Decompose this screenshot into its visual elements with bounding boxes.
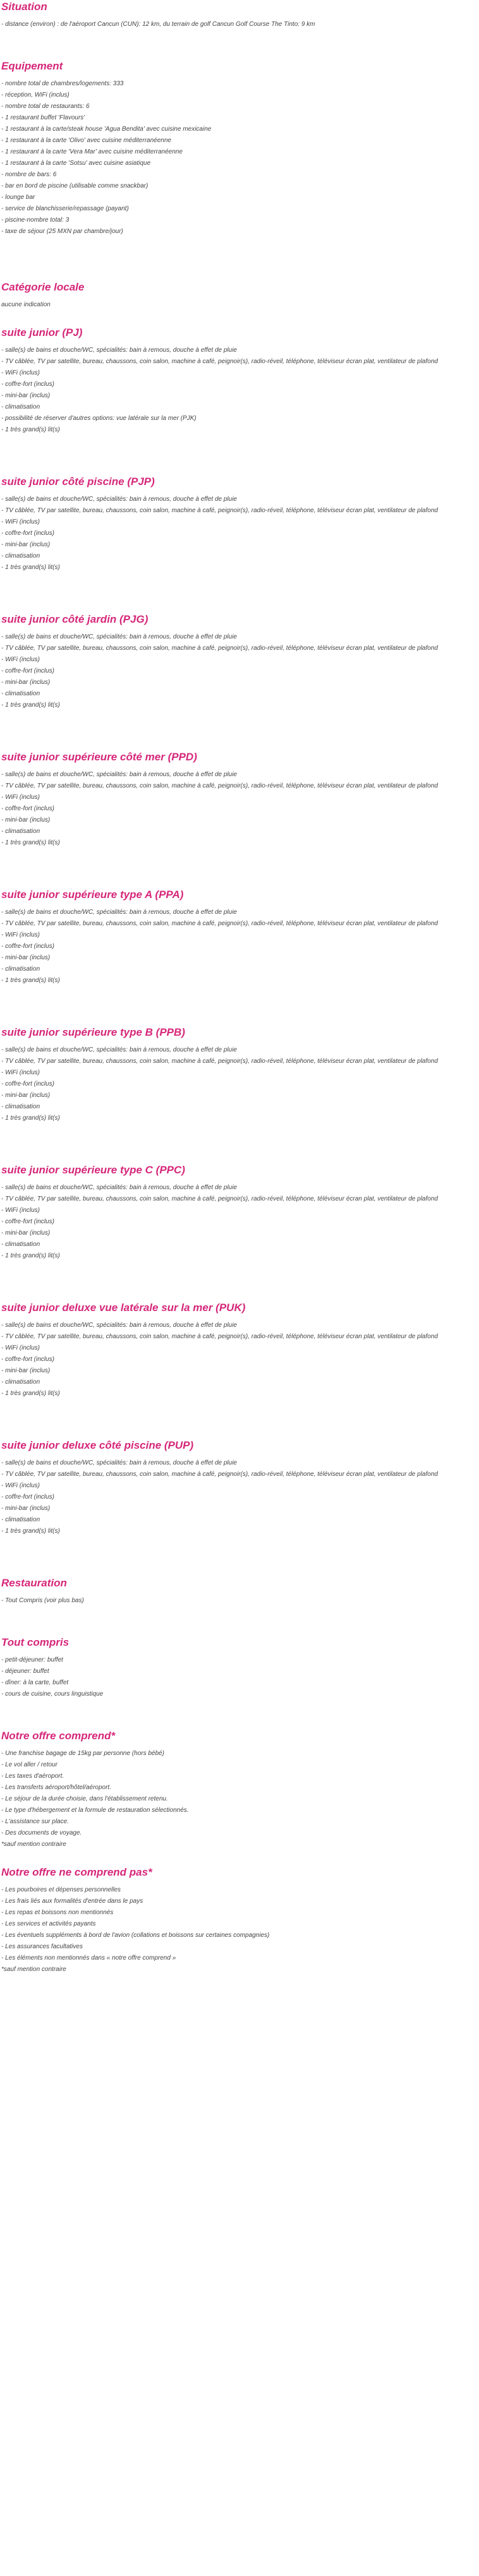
list-item: - TV câblée, TV par satellite, bureau, chaussons, coin salon, machine à café, peignoir(s), radio-réveil, téléphone, téléviseur écran plat, ventilateur de plafond [1,507,438,514]
situation-title: Situation [1,1,47,13]
list-item: - coffre-fort (inclus) [1,1081,54,1087]
equipement-list [1,78,469,237]
list-item: - mini-bar (inclus) [1,1367,51,1374]
tout-compris-title: Tout compris [1,1636,70,1648]
restauration-title: Restauration [1,1577,67,1589]
room-section [1,475,469,573]
list-item: - 1 restaurant à la carte/steak house 'Agua Bendita' avec cuisine mexicaine [1,126,212,133]
room-feature-list [1,769,469,849]
room-section [1,1026,469,1124]
list-item: - WiFi (inclus) [1,794,40,801]
list-item: - climatisation [1,828,40,835]
list-item: - 1 restaurant à la carte 'Sotsu' avec cuisine asiatique [1,160,151,167]
list-item: - 1 très grand(s) lit(s) [1,702,60,709]
list-item: - bar en bord de piscine (utilisable comme snackbar) [1,183,149,189]
list-item: - 1 très grand(s) lit(s) [1,1390,60,1397]
list-item: - salle(s) de bains et douche/WC, spécialités: bain à remous, douche à effet de pluie [1,771,237,778]
room-title: suite junior supérieure type B (PPB) [1,1026,185,1038]
list-item: - 1 très grand(s) lit(s) [1,426,60,433]
room-feature-list [1,1182,469,1262]
situation-section [1,0,469,30]
room-feature-list [1,1458,469,1537]
list-item: - TV câblée, TV par satellite, bureau, chaussons, coin salon, machine à café, peignoir(s), radio-réveil, téléphone, téléviseur écran plat, ventilateur de plafond [1,1195,438,1202]
list-item: - TV câblée, TV par satellite, bureau, chaussons, coin salon, machine à café, peignoir(s), radio-réveil, téléphone, téléviseur écran plat, ventilateur de plafond [1,358,438,365]
room-feature-list [1,632,469,711]
list-item: - climatisation [1,553,40,560]
offre-comprend-list [1,1748,469,1850]
list-item: - 1 très grand(s) lit(s) [1,1115,60,1122]
list-item: - possibilité de réserver d'autres options: vue latérale sur la mer (PJK) [1,415,197,422]
list-item: - salle(s) de bains et douche/WC, spécialités: bain à remous, douche à effet de pluie [1,347,237,354]
offre-comprend-section [1,1729,469,1850]
list-item: - WiFi (inclus) [1,369,40,376]
list-item: - mini-bar (inclus) [1,1230,51,1237]
offre-ne-comprend-list [1,1884,469,1975]
list-item: - 1 très grand(s) lit(s) [1,977,60,984]
room-section [1,888,469,986]
list-item: - distance (environ) : de l'aéroport Cancun (CUN): 12 km, du terrain de golf Cancun Golf Course The Tinto: 9 km [1,21,315,28]
list-item: - salle(s) de bains et douche/WC, spécialités: bain à remous, douche à effet de pluie [1,1459,237,1466]
list-item: - Le type d'hébergement et la formule de restauration sélectionnés. [1,1807,189,1814]
categorie-section [1,280,469,311]
list-item: - mini-bar (inclus) [1,1505,51,1512]
room-title: suite junior deluxe vue latérale sur la mer (PUK) [1,1302,246,1314]
list-item: - 1 très grand(s) lit(s) [1,564,60,571]
list-item: - Le vol aller / retour [1,1761,58,1768]
list-item: - coffre-fort (inclus) [1,530,54,537]
list-item: - climatisation [1,1379,40,1386]
list-item: - taxe de séjour (25 MXN par chambre/jour) [1,228,123,235]
room-title: suite junior supérieure type A (PPA) [1,889,184,901]
list-item: - lounge bar [1,194,35,201]
list-item: - coffre-fort (inclus) [1,1356,54,1363]
list-item: - climatisation [1,1103,40,1110]
list-item: - WiFi (inclus) [1,932,40,938]
list-item: - coffre-fort (inclus) [1,1494,54,1501]
list-item: - nombre total de restaurants: 6 [1,103,90,110]
list-item: - Le séjour de la durée choisie, dans l'établissement retenu. [1,1795,168,1802]
list-item: - Tout Compris (voir plus bas) [1,1597,84,1604]
room-section [1,1439,469,1537]
list-item: - dîner: à la carte, buffet [1,1679,69,1686]
restauration-list [1,1595,469,1607]
list-item: - WiFi (inclus) [1,1482,40,1489]
list-item: - WiFi (inclus) [1,1345,40,1351]
categorie-title: Catégorie locale [1,281,85,293]
tout-compris-list [1,1655,469,1700]
offre-comprend-title: Notre offre comprend* [1,1730,116,1742]
situation-list [1,19,469,30]
list-item: - Les éléments non mentionnés dans « notre offre comprend » [1,1955,176,1962]
list-item: - climatisation [1,966,40,973]
list-item: - salle(s) de bains et douche/WC, spécialités: bain à remous, douche à effet de pluie [1,633,237,640]
room-feature-list [1,907,469,986]
room-section [1,326,469,436]
list-item: - WiFi (inclus) [1,656,40,663]
list-item: - petit-déjeuner: buffet [1,1656,63,1663]
list-item: - TV câblée, TV par satellite, bureau, chaussons, coin salon, machine à café, peignoir(s), radio-réveil, téléphone, téléviseur écran plat, ventilateur de plafond [1,920,438,927]
list-item: - Les taxes d'aéroport. [1,1773,64,1780]
list-item: - mini-bar (inclus) [1,392,51,399]
list-item: - Les éventuels suppléments à bord de l'avion (collations et boissons sur certaines compagnies) [1,1932,270,1939]
list-item: - réception, WiFi (inclus) [1,92,70,99]
room-section [1,613,469,711]
list-item: - coffre-fort (inclus) [1,668,54,674]
list-item: - mini-bar (inclus) [1,817,51,824]
room-title: suite junior (PJ) [1,326,83,338]
equipement-title: Equipement [1,60,63,72]
list-item: - WiFi (inclus) [1,1069,40,1076]
room-section [1,1163,469,1262]
list-item: - coffre-fort (inclus) [1,1218,54,1225]
room-title: suite junior supérieure côté mer (PPD) [1,751,197,763]
list-item: - salle(s) de bains et douche/WC, spécialités: bain à remous, douche à effet de pluie [1,1322,237,1329]
list-item: - Les repas et boissons non mentionnés [1,1909,114,1916]
list-item: - WiFi (inclus) [1,518,40,525]
room-title: suite junior côté jardin (PJG) [1,613,149,625]
list-item: - 1 restaurant buffet 'Flavours' [1,114,85,121]
list-item: - mini-bar (inclus) [1,541,51,548]
list-item: - TV câblée, TV par satellite, bureau, chaussons, coin salon, machine à café, peignoir(s), radio-réveil, téléphone, téléviseur écran plat, ventilateur de plafond [1,1058,438,1065]
list-item: - 1 très grand(s) lit(s) [1,839,60,846]
room-section [1,1301,469,1399]
list-item: *sauf mention contraire [1,1841,66,1848]
list-item: - coffre-fort (inclus) [1,805,54,812]
list-item: - TV câblée, TV par satellite, bureau, chaussons, coin salon, machine à café, peignoir(s), radio-réveil, téléphone, téléviseur écran plat, ventilateur de plafond [1,1471,438,1478]
room-section [1,750,469,849]
room-title: suite junior supérieure type C (PPC) [1,1164,185,1176]
tout-compris-section [1,1636,469,1700]
list-item: - Une franchise bagage de 15kg par personne (hors bébé) [1,1750,164,1757]
room-feature-list [1,1045,469,1124]
list-item: - climatisation [1,1516,40,1523]
list-item: - service de blanchisserie/repassage (payant) [1,205,129,212]
list-item: - 1 très grand(s) lit(s) [1,1528,60,1535]
list-item: - piscine-nombre total: 3 [1,217,70,224]
list-item: - TV câblée, TV par satellite, bureau, chaussons, coin salon, machine à café, peignoir(s), radio-réveil, téléphone, téléviseur écran plat, ventilateur de plafond [1,645,438,652]
list-item: - 1 restaurant à la carte 'Vera Mar' avec cuisine méditerranéenne [1,148,183,155]
list-item: - salle(s) de bains et douche/WC, spécialités: bain à remous, douche à effet de pluie [1,909,237,916]
list-item: - climatisation [1,1241,40,1248]
list-item: - mini-bar (inclus) [1,1092,51,1099]
list-item: - coffre-fort (inclus) [1,943,54,950]
list-item: - Les transferts aéroport/hôtel/aéroport. [1,1784,111,1791]
list-item: - TV câblée, TV par satellite, bureau, chaussons, coin salon, machine à café, peignoir(s), radio-réveil, téléphone, téléviseur écran plat, ventilateur de plafond [1,1333,438,1340]
room-title: suite junior côté piscine (PJP) [1,476,155,488]
list-item: - TV câblée, TV par satellite, bureau, chaussons, coin salon, machine à café, peignoir(s), radio-réveil, téléphone, téléviseur écran plat, ventilateur de plafond [1,782,438,789]
room-feature-list [1,345,469,436]
offre-ne-comprend-title: Notre offre ne comprend pas* [1,1866,152,1878]
categorie-text: aucune indication [1,301,51,308]
offre-ne-comprend-section [1,1866,469,1975]
list-item: - cours de cuisine, cours linguistique [1,1691,104,1698]
list-item: - 1 restaurant à la carte 'Olivo' avec cuisine méditerranéenne [1,137,171,144]
equipement-section [1,59,469,237]
list-item: - nombre total de chambres/logements: 333 [1,80,124,87]
list-item: - nombre de bars: 6 [1,171,57,178]
list-item: - WiFi (inclus) [1,1207,40,1214]
rooms-container [1,326,469,1576]
list-item: - L'assistance sur place. [1,1818,69,1825]
list-item: - mini-bar (inclus) [1,954,51,961]
room-title: suite junior deluxe côté piscine (PUP) [1,1439,194,1451]
list-item: *sauf mention contraire [1,1966,66,1973]
room-feature-list [1,1320,469,1399]
list-item: - coffre-fort (inclus) [1,381,54,388]
room-feature-list [1,494,469,573]
list-item: - Les frais liés aux formalités d'entrée dans le pays [1,1898,143,1905]
list-item: - salle(s) de bains et douche/WC, spécialités: bain à remous, douche à effet de pluie [1,496,237,503]
list-item: - salle(s) de bains et douche/WC, spécialités: bain à remous, douche à effet de pluie [1,1046,237,1053]
list-item: - mini-bar (inclus) [1,679,51,686]
restauration-section [1,1576,469,1607]
list-item: - climatisation [1,404,40,410]
list-item: - Les services et activités payants [1,1920,96,1927]
list-item: - salle(s) de bains et douche/WC, spécialités: bain à remous, douche à effet de pluie [1,1184,237,1191]
list-item: - Les pourboires et dépenses personnelles [1,1886,121,1893]
list-item: - déjeuner: buffet [1,1668,49,1675]
list-item: - Les assurances facultatives [1,1943,83,1950]
list-item: - 1 très grand(s) lit(s) [1,1252,60,1259]
list-item: - climatisation [1,690,40,697]
list-item: - Des documents de voyage. [1,1830,82,1836]
